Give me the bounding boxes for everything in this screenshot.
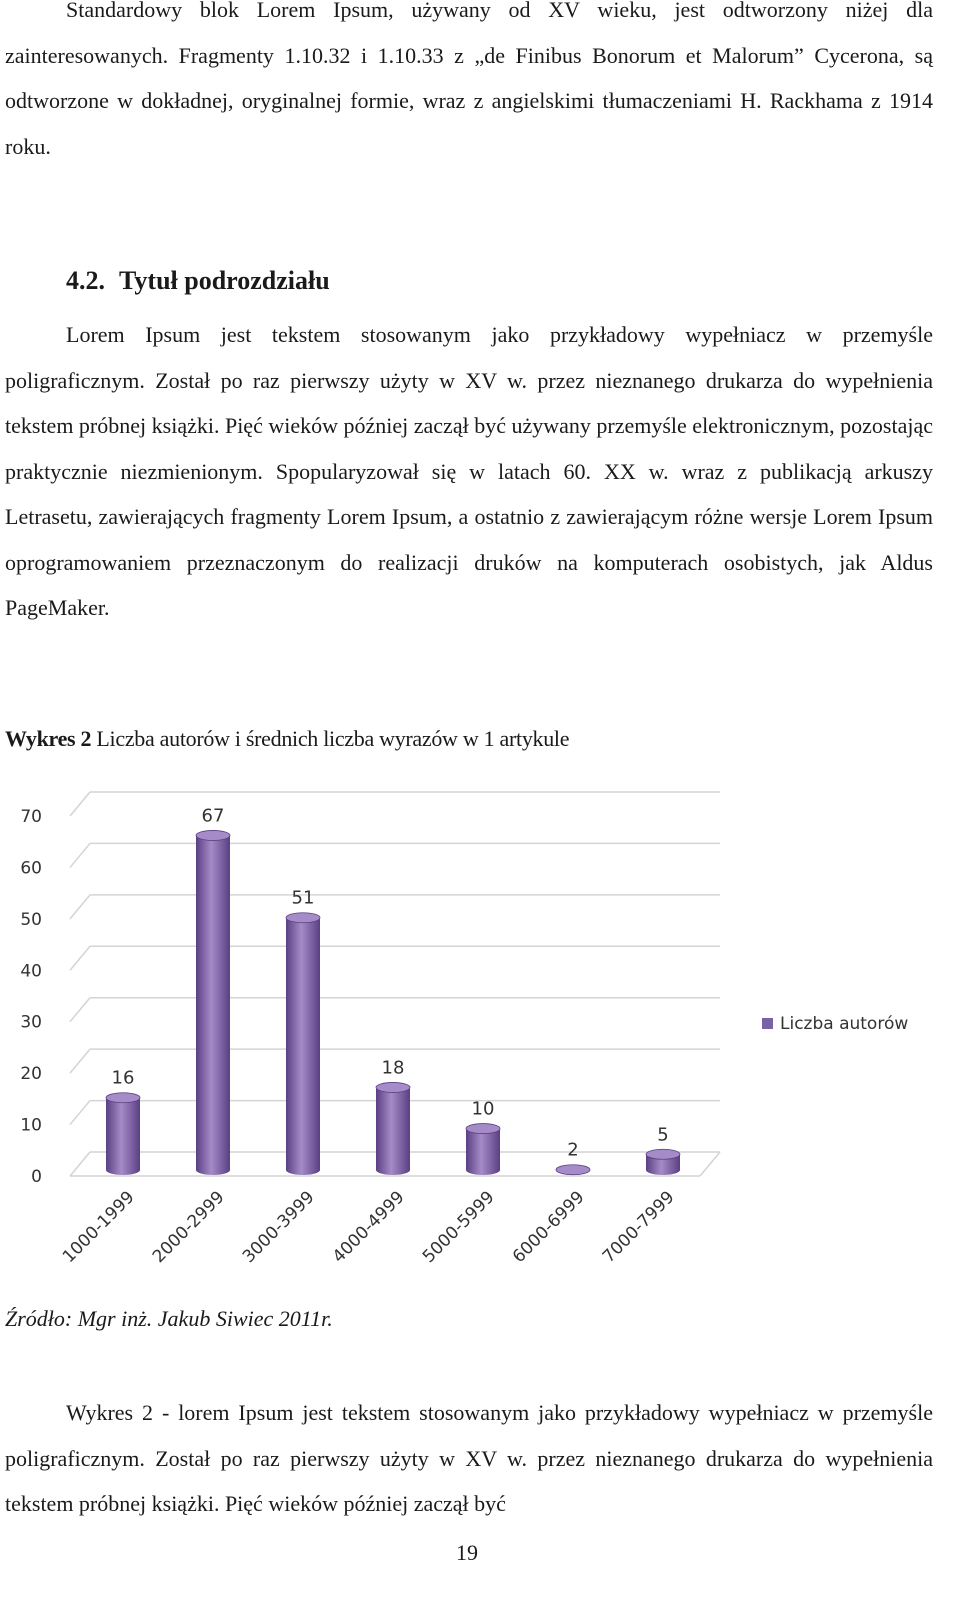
legend-swatch [762, 1018, 773, 1029]
y-tick-label: 40 [20, 961, 42, 982]
closing-paragraph: Wykres 2 - lorem Ipsum jest tekstem stosowanym jako przykładowy wypełniacz w przemyśle poligraficznym. Został po raz pierwszy użyty w XV w. przez nieznanego drukarza do wypełnienia tekstem próbnej książki. Pięć wieków później zaczął być [5, 1400, 933, 1516]
x-tick-label: 4000-4999 [328, 1187, 409, 1268]
bar-top [196, 830, 230, 840]
gridline-depth [70, 1152, 90, 1176]
x-tick-label: 6000-6999 [508, 1187, 589, 1268]
bar-top [376, 1082, 410, 1092]
section-paragraph: Lorem Ipsum jest tekstem stosowanym jako przykładowy wypełniacz w przemyśle poligraficznym. Został po raz pierwszy użyty w XV w. przez nieznanego drukarza do wypełnienia tekstem próbnej książki. Pięć wieków później zaczął być używany przemyśle elektronicznym, pozostając praktycznie niezmienionym. Spopularyzował się w latach 60. XX w. wraz z publikacją arkuszy Letrasetu, zawierających fragmenty Lorem Ipsum, a ostatnio z zawierającym różne wersje Lorem Ipsum oprogramowaniem przeznaczonym do realizacji druków na komputerach osobistych, jak Aldus PageMaker. [5, 322, 933, 620]
legend-label: Liczba autorów [780, 1014, 909, 1034]
y-tick-label: 10 [20, 1115, 42, 1136]
bar-chart-svg [0, 770, 960, 1300]
intro-paragraph: Standardowy blok Lorem Ipsum, używany od XV wieku, jest odtworzony niżej dla zainteresowanych. Fragmenty 1.10.32 i 1.10.33 z „de Finibus Bonorum et Malorum” Cycerona, są odtworzone w dokładnej, oryginalnej formie, wraz z angielskimi tłumaczeniami H. Rackhama z 1914 roku. [5, 0, 933, 159]
x-tick-label: 5000-5999 [418, 1187, 499, 1268]
x-tick-label: 3000-3999 [238, 1187, 319, 1268]
bar-top [646, 1149, 680, 1159]
bar [196, 835, 230, 1175]
bar-chart [0, 770, 960, 1300]
figure-caption-text: Liczba autorów i średnich liczba wyrazów w 1 artykule [91, 726, 570, 751]
bar [106, 1098, 140, 1175]
bar-top [286, 913, 320, 923]
page-number: 19 [456, 1540, 478, 1565]
section-heading [66, 266, 330, 296]
bar-top [466, 1124, 500, 1134]
y-tick-label: 60 [20, 858, 42, 879]
y-tick-label: 20 [20, 1064, 42, 1085]
gridline-depth [70, 946, 90, 970]
gridline-depth [70, 843, 90, 867]
figure-caption [5, 726, 569, 752]
bar-top [106, 1093, 140, 1103]
gridline-depth [70, 998, 90, 1022]
floor-depth-line [700, 1152, 720, 1176]
figure-label: Wykres 2 [5, 726, 92, 751]
gridline-depth [70, 1049, 90, 1073]
data-label: 5 [657, 1124, 669, 1146]
data-label: 67 [201, 805, 225, 827]
section-number: 4.2. [66, 266, 105, 295]
gridline-depth [70, 792, 90, 816]
data-label: 16 [111, 1067, 135, 1089]
x-tick-label: 1000-1999 [58, 1187, 139, 1268]
data-label: 10 [471, 1098, 495, 1120]
y-tick-label: 50 [20, 909, 42, 930]
data-label: 51 [291, 887, 315, 909]
gridline-depth [70, 895, 90, 919]
bar [286, 918, 320, 1175]
gridline-depth [70, 1101, 90, 1125]
bar [466, 1129, 500, 1175]
source-note: Źródło: Mgr inż. Jakub Siwiec 2011r. [5, 1306, 333, 1331]
x-tick-label: 7000-7999 [598, 1187, 679, 1268]
x-tick-label: 2000-2999 [148, 1187, 229, 1268]
data-label: 18 [381, 1057, 405, 1079]
y-tick-label: 70 [20, 807, 42, 827]
y-tick-label: 0 [31, 1167, 42, 1187]
y-tick-label: 30 [20, 1012, 42, 1033]
section-title: Tytuł podrozdziału [119, 266, 330, 295]
bar-top [556, 1165, 590, 1175]
bar [376, 1087, 410, 1175]
data-label: 2 [567, 1139, 579, 1161]
